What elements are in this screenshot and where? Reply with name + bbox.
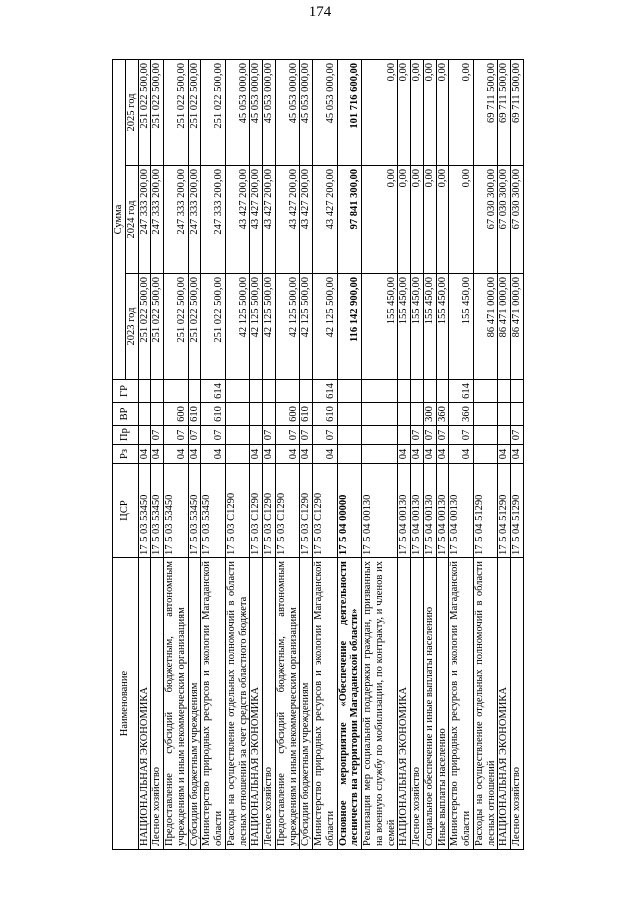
cell-pr: 07 [164,426,189,445]
cell-csr: 17 5 03 С1290 [250,464,263,558]
cell-name: Предоставление субсидий бюджетным, автономным учреждениям и иным некоммерческим организациям [164,558,189,850]
cell-gr [164,380,189,403]
cell-vr [250,403,263,426]
cell-sum-2023: 251 022 500,00 [188,274,201,380]
cell-name: Иные выплаты населению [436,558,449,850]
cell-rz: 04 [449,445,474,464]
cell-vr [398,403,411,426]
cell-pr: 07 [511,426,524,445]
cell-rz: 04 [436,445,449,464]
cell-rz: 04 [313,445,338,464]
table-row [151,59,164,849]
cell-csr: 17 5 04 51290 [473,464,498,558]
cell-csr: 17 5 04 00000 [337,464,362,558]
cell-pr [138,426,151,445]
cell-rz: 04 [511,445,524,464]
cell-csr: 17 5 03 53450 [138,464,151,558]
cell-name: Субсидии бюджетным учреждениям [188,558,201,850]
header-gr: ГР [113,380,139,403]
header-rz: Рз [113,445,139,464]
cell-vr: 610 [300,403,313,426]
cell-sum-2024: 67 030 300,00 [473,166,498,274]
cell-sum-2024: 247 333 200,00 [188,166,201,274]
cell-name: Лесное хозяйство [411,558,424,850]
cell-name: Основное мероприятие «Обеспечение деятельности лесничеств на территории Магаданской области» [337,558,362,850]
cell-sum-2024: 247 333 200,00 [151,166,164,274]
cell-name: НАЦИОНАЛЬНАЯ ЭКОНОМИКА [138,558,151,850]
cell-csr: 17 5 03 С1290 [225,464,250,558]
cell-vr [498,403,511,426]
header-year-2025: 2025 год [125,59,138,165]
cell-vr: 600 [164,403,189,426]
cell-sum-2023: 86 471 000,00 [498,274,511,380]
cell-sum-2023: 42 125 500,00 [300,274,313,380]
cell-sum-2024: 0,00 [411,166,424,274]
cell-sum-2025: 45 053 000,00 [250,59,263,165]
cell-sum-2025: 45 053 000,00 [275,59,300,165]
cell-pr [250,426,263,445]
cell-name: Министерство природных ресурсов и экологии Магаданской области [201,558,226,850]
cell-name: Лесное хозяйство [151,558,164,850]
cell-vr [362,403,398,426]
cell-csr: 17 5 03 53450 [188,464,201,558]
cell-name: НАЦИОНАЛЬНАЯ ЭКОНОМИКА [498,558,511,850]
cell-sum-2023: 251 022 500,00 [138,274,151,380]
cell-pr: 07 [436,426,449,445]
cell-vr: 300 [423,403,436,426]
table-row [511,59,524,849]
cell-rz: 04 [263,445,276,464]
cell-sum-2025: 251 022 500,00 [188,59,201,165]
cell-rz: 04 [151,445,164,464]
cell-sum-2023: 42 125 500,00 [313,274,338,380]
cell-name: Расходы на осуществление отдельных полномочий в области лесных отношений [473,558,498,850]
cell-sum-2024: 43 427 200,00 [275,166,300,274]
cell-sum-2023: 251 022 500,00 [164,274,189,380]
cell-rz: 04 [300,445,313,464]
cell-rz: 04 [423,445,436,464]
cell-sum-2023: 86 471 000,00 [473,274,498,380]
table-row [138,59,151,849]
cell-rz: 04 [498,445,511,464]
cell-rz [473,445,498,464]
cell-csr: 17 5 04 51290 [511,464,524,558]
cell-gr [337,380,362,403]
cell-sum-2025: 251 022 500,00 [164,59,189,165]
cell-csr: 17 5 03 53450 [164,464,189,558]
table-row [449,59,474,849]
cell-gr: 614 [313,380,338,403]
cell-sum-2024: 0,00 [449,166,474,274]
cell-gr [423,380,436,403]
table-row [337,59,362,849]
cell-pr: 07 [263,426,276,445]
cell-rz [337,445,362,464]
cell-gr [275,380,300,403]
header-sum: Сумма [113,59,126,379]
cell-pr: 07 [313,426,338,445]
cell-sum-2025: 251 022 500,00 [151,59,164,165]
cell-name: Субсидии бюджетным учреждениям [300,558,313,850]
cell-gr [511,380,524,403]
cell-sum-2024: 67 030 300,00 [511,166,524,274]
cell-gr [436,380,449,403]
cell-rz: 04 [138,445,151,464]
cell-gr [411,380,424,403]
table-body [138,59,523,849]
cell-pr [362,426,398,445]
cell-sum-2025: 45 053 000,00 [300,59,313,165]
cell-vr [511,403,524,426]
cell-vr: 360 [436,403,449,426]
cell-csr: 17 5 04 51290 [498,464,511,558]
cell-sum-2023: 155 450,00 [436,274,449,380]
cell-pr: 07 [151,426,164,445]
cell-name: Лесное хозяйство [263,558,276,850]
table-row [263,59,276,849]
cell-sum-2025: 0,00 [423,59,436,165]
header-name: Наименование [113,558,139,850]
cell-vr [138,403,151,426]
cell-gr [398,380,411,403]
cell-sum-2024: 247 333 200,00 [138,166,151,274]
table-row [398,59,411,849]
cell-name: Реализация мер социальной поддержки граждан, призванных на военную службу по мобилизации, по контракту, и членов их семей [362,558,398,850]
budget-table [112,59,524,850]
table-row [164,59,189,849]
cell-vr [225,403,250,426]
table-row [313,59,338,849]
cell-sum-2024: 43 427 200,00 [300,166,313,274]
cell-csr: 17 5 03 С1290 [300,464,313,558]
cell-sum-2025: 251 022 500,00 [138,59,151,165]
cell-name: Расходы на осуществление отдельных полномочий в области лесных отношений за счет средств областного бюджета [225,558,250,850]
header-pr: Пр [113,426,139,445]
cell-sum-2025: 45 053 000,00 [313,59,338,165]
cell-vr: 610 [313,403,338,426]
cell-sum-2023: 155 450,00 [449,274,474,380]
cell-vr [263,403,276,426]
cell-csr: 17 5 04 00130 [423,464,436,558]
cell-name: Министерство природных ресурсов и экологии Магаданской области [313,558,338,850]
header-vr: ВР [113,403,139,426]
cell-rz [225,445,250,464]
table-row [362,59,398,849]
cell-sum-2024: 247 333 200,00 [201,166,226,274]
table-row [188,59,201,849]
cell-gr [188,380,201,403]
cell-name: Лесное хозяйство [511,558,524,850]
cell-sum-2025: 0,00 [362,59,398,165]
cell-sum-2025: 69 711 500,00 [511,59,524,165]
cell-pr: 07 [188,426,201,445]
cell-pr: 07 [300,426,313,445]
cell-csr: 17 5 04 00130 [411,464,424,558]
table-row [498,59,511,849]
cell-gr [473,380,498,403]
cell-csr: 17 5 03 С1290 [313,464,338,558]
cell-csr: 17 5 03 С1290 [275,464,300,558]
cell-sum-2025: 0,00 [411,59,424,165]
cell-sum-2024: 0,00 [436,166,449,274]
cell-pr: 07 [411,426,424,445]
cell-sum-2024: 43 427 200,00 [225,166,250,274]
cell-rz: 04 [164,445,189,464]
cell-pr: 07 [201,426,226,445]
cell-vr [411,403,424,426]
cell-sum-2025: 0,00 [449,59,474,165]
cell-rz [362,445,398,464]
cell-vr [473,403,498,426]
cell-sum-2025: 101 716 600,00 [337,59,362,165]
cell-rz: 04 [250,445,263,464]
cell-csr: 17 5 03 С1290 [263,464,276,558]
cell-gr: 614 [449,380,474,403]
budget-table-container [112,60,617,850]
cell-name: Социальное обеспечение и иные выплаты населению [423,558,436,850]
cell-name: Предоставление субсидий бюджетным, автономным учреждениям и иным некоммерческим организациям [275,558,300,850]
cell-csr: 17 5 03 53450 [151,464,164,558]
cell-sum-2024: 0,00 [398,166,411,274]
table-row [473,59,498,849]
cell-vr: 600 [275,403,300,426]
table-row [423,59,436,849]
cell-gr [225,380,250,403]
cell-gr [151,380,164,403]
cell-sum-2023: 155 450,00 [423,274,436,380]
cell-sum-2023: 155 450,00 [362,274,398,380]
cell-csr: 17 5 04 00130 [362,464,398,558]
cell-sum-2023: 86 471 000,00 [511,274,524,380]
cell-sum-2024: 97 841 300,00 [337,166,362,274]
table-row [436,59,449,849]
cell-sum-2024: 67 030 300,00 [498,166,511,274]
cell-sum-2024: 43 427 200,00 [263,166,276,274]
cell-pr [225,426,250,445]
cell-csr: 17 5 04 00130 [449,464,474,558]
cell-sum-2025: 251 022 500,00 [201,59,226,165]
cell-gr [263,380,276,403]
cell-name: НАЦИОНАЛЬНАЯ ЭКОНОМИКА [250,558,263,850]
cell-sum-2025: 0,00 [398,59,411,165]
cell-csr: 17 5 04 00130 [398,464,411,558]
cell-gr: 614 [201,380,226,403]
cell-pr: 07 [275,426,300,445]
cell-sum-2023: 42 125 500,00 [275,274,300,380]
cell-vr: 610 [201,403,226,426]
cell-vr [337,403,362,426]
cell-pr: 07 [449,426,474,445]
cell-sum-2023: 42 125 500,00 [225,274,250,380]
cell-csr: 17 5 03 53450 [201,464,226,558]
cell-sum-2024: 247 333 200,00 [164,166,189,274]
cell-pr [398,426,411,445]
cell-sum-2023: 42 125 500,00 [250,274,263,380]
table-row [275,59,300,849]
cell-sum-2025: 45 053 000,00 [263,59,276,165]
cell-csr: 17 5 04 00130 [436,464,449,558]
cell-sum-2023: 155 450,00 [398,274,411,380]
header-csr: ЦСР [113,464,139,558]
cell-sum-2024: 0,00 [362,166,398,274]
cell-vr: 610 [188,403,201,426]
cell-rz: 04 [398,445,411,464]
page-number: 174 [308,4,332,20]
cell-sum-2024: 0,00 [423,166,436,274]
table-row [201,59,226,849]
cell-gr [138,380,151,403]
cell-sum-2023: 116 142 900,00 [337,274,362,380]
cell-pr [473,426,498,445]
cell-sum-2023: 155 450,00 [411,274,424,380]
header-row-1 [113,59,126,849]
cell-pr [498,426,511,445]
table-row [225,59,250,849]
table-row [411,59,424,849]
cell-sum-2023: 251 022 500,00 [201,274,226,380]
cell-name: Министерство природных ресурсов и экологии Магаданской области [449,558,474,850]
cell-sum-2024: 43 427 200,00 [313,166,338,274]
header-year-2023: 2023 год [125,274,138,380]
cell-rz: 04 [188,445,201,464]
cell-pr [337,426,362,445]
cell-vr: 360 [449,403,474,426]
cell-vr [151,403,164,426]
cell-sum-2025: 69 711 500,00 [498,59,511,165]
cell-sum-2025: 0,00 [436,59,449,165]
cell-sum-2024: 43 427 200,00 [250,166,263,274]
cell-sum-2023: 42 125 500,00 [263,274,276,380]
cell-sum-2025: 45 053 000,00 [225,59,250,165]
cell-sum-2023: 251 022 500,00 [151,274,164,380]
cell-gr [362,380,398,403]
table-row [300,59,313,849]
cell-pr: 07 [423,426,436,445]
cell-rz: 04 [411,445,424,464]
cell-name: НАЦИОНАЛЬНАЯ ЭКОНОМИКА [398,558,411,850]
cell-sum-2025: 69 711 500,00 [473,59,498,165]
header-year-2024: 2024 год [125,166,138,274]
cell-gr [300,380,313,403]
table-row [250,59,263,849]
cell-gr [250,380,263,403]
cell-rz: 04 [275,445,300,464]
cell-rz: 04 [201,445,226,464]
cell-gr [498,380,511,403]
